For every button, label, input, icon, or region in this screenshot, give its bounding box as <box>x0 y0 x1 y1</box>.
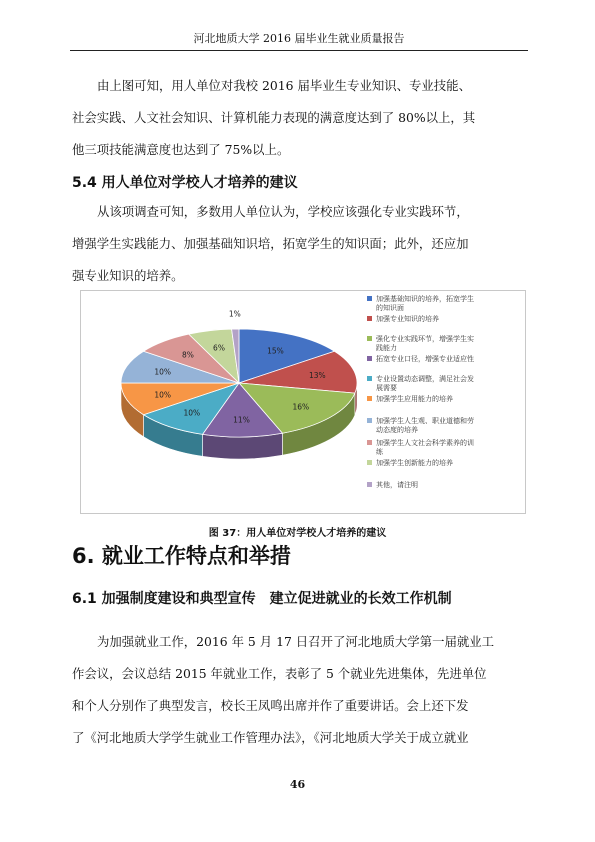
figure-caption: 图 37：用人单位对学校人才培养的建议 <box>208 528 387 539</box>
legend-label: 拓宽专业口径，增强专业适应性 <box>376 355 474 363</box>
pie-value-label: 16% <box>292 402 310 412</box>
legend-label: 展需要 <box>376 384 397 392</box>
legend-swatch <box>367 460 372 465</box>
chart-legend <box>367 294 474 490</box>
paragraph-suggestions <box>72 196 527 292</box>
legend-label: 练 <box>376 448 383 456</box>
legend-swatch <box>367 376 372 381</box>
pie-value-label: 13% <box>308 371 326 380</box>
pie-value-label: 10% <box>154 367 172 377</box>
legend-label: 加强学生人文社会科学素养的训 <box>376 439 474 447</box>
legend-swatch <box>367 296 372 301</box>
legend-label: 加强学生创新能力的培养 <box>376 459 453 467</box>
legend-swatch <box>367 482 372 487</box>
paragraph-satisfaction <box>72 70 527 166</box>
legend-label: 践能力 <box>376 344 397 352</box>
paragraph-line: 作会议，会议总结 2015 年就业工作，表彰了 5 个就业先进集体，先进单位 <box>72 666 487 681</box>
paragraph-line: 他三项技能满意度也达到了 75%以上。 <box>72 142 290 157</box>
section-heading-6-1: 6.1 加强制度建设和典型宣传 建立促进就业的长效工作机制 <box>72 591 452 607</box>
legend-label: 强化专业实践环节，增强学生实 <box>376 335 474 343</box>
paragraph-line: 从该项调查可知，多数用人单位认为，学校应该强化专业实践环节， <box>97 204 469 219</box>
legend-label: 加强基础知识的培养，拓宽学生 <box>376 295 474 303</box>
legend-label: 其他，请注明 <box>376 481 418 489</box>
legend-swatch <box>367 418 372 423</box>
legend-label: 动态度的培养 <box>376 426 418 434</box>
pie-value-label: 1% <box>228 309 241 319</box>
running-header <box>70 30 528 51</box>
paragraph-line: 强专业知识的培养。 <box>72 268 184 283</box>
pie-value-label: 11% <box>233 415 250 425</box>
paragraph-line: 增强学生实践能力、加强基础知识培，拓宽学生的知识面；此外，还应加 <box>72 236 469 251</box>
pie-value-label: 10% <box>183 408 201 418</box>
paragraph-line: 为加强就业工作，2016 年 5 月 17 日召开了河北地质大学第一届就业工 <box>97 634 495 649</box>
paragraph-line: 社会实践、人文社会知识、计算机能力表现的满意度达到了 80%以上，其 <box>72 110 476 125</box>
legend-swatch <box>367 356 372 361</box>
pie-value-label: 8% <box>181 350 194 360</box>
legend-swatch <box>367 336 372 341</box>
pie-value-label: 10% <box>154 390 172 400</box>
pie-chart <box>81 291 525 513</box>
legend-label: 加强学生人生观、职业道德和劳 <box>376 417 474 425</box>
legend-label: 专业设置动态调整，满足社会发 <box>376 375 474 383</box>
legend-label: 的知识面 <box>376 304 404 312</box>
header-title: 河北地质大学 2016 届毕业生就业质量报告 <box>193 32 405 45</box>
pie-chart-figure <box>80 290 526 514</box>
legend-swatch <box>367 316 372 321</box>
legend-label: 加强专业知识的培养 <box>376 315 439 323</box>
paragraph-work-meeting <box>72 626 527 754</box>
section-heading-6: 6. 就业工作特点和举措 <box>72 544 291 568</box>
paragraph-line: 了《河北地质大学学生就业工作管理办法》，《河北地质大学关于成立就业 <box>72 730 469 745</box>
paragraph-line: 和个人分别作了典型发言，校长王凤鸣出席并作了重要讲话。会上还下发 <box>72 698 469 713</box>
paragraph-line: 由上图可知，用人单位对我校 2016 届毕业生专业知识、专业技能、 <box>97 78 471 93</box>
legend-swatch <box>367 440 372 445</box>
legend-swatch <box>367 396 372 401</box>
pie-value-label: 15% <box>267 346 284 356</box>
section-heading-5-4: 5.4 用人单位对学校人才培养的建议 <box>72 175 298 191</box>
legend-label: 加强学生应用能力的培养 <box>376 395 453 403</box>
pie-value-label: 6% <box>213 343 225 353</box>
page-number: 46 <box>289 778 306 791</box>
